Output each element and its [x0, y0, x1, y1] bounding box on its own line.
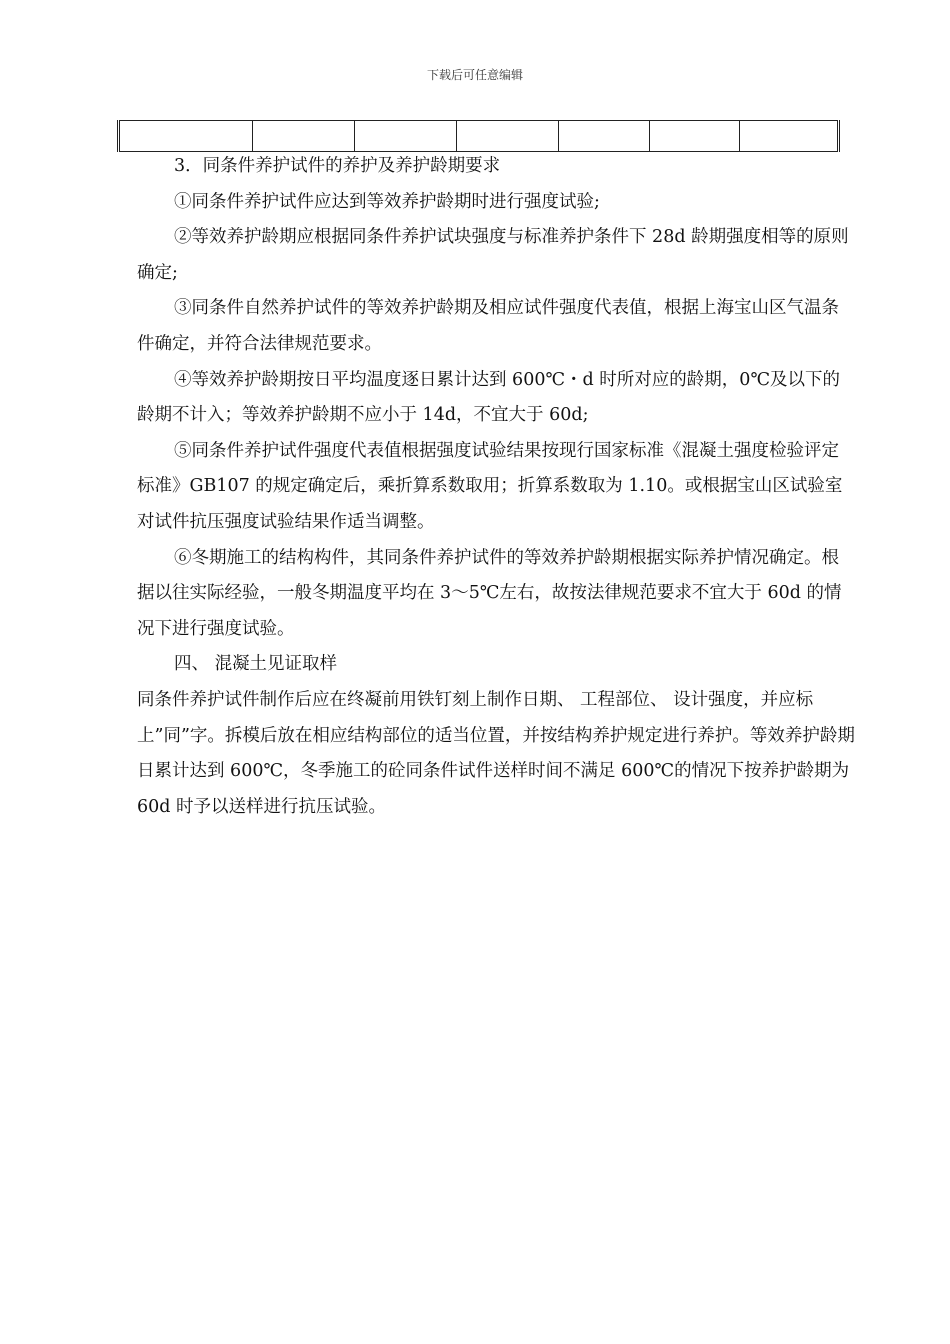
table-cell — [355, 121, 457, 152]
table-cell — [119, 121, 253, 152]
table-cell — [559, 121, 650, 152]
section-4-body: 同条件养护试件制作后应在终凝前用铁钉刻上制作日期、 工程部位、 设计强度，并应标上”同”字。拆模后放在相应结构部位的适当位置，并按结构养护规定进行养护。等效养护龄期日累计达到 600℃，冬季施工的砼同条件试件送样时间不满足 600℃的情况下按养护龄期为 60d 时予以送样进行抗压试验。 — [137, 689, 855, 817]
paragraph-4: ④等效养护龄期按日平均温度逐日累计达到 600℃・d 时所对应的龄期，0℃及以下的龄期不计入；等效养护龄期不应小于 14d，不宜大于 60d; — [137, 369, 841, 426]
page-header: 下载后可任意编辑 — [426, 68, 523, 82]
table-cell — [740, 121, 839, 152]
table-cell — [253, 121, 355, 152]
paragraph-5: ⑤同条件养护试件强度代表值根据强度试验结果按现行国家标准《混凝土强度检验评定标准》GB107 的规定确定后，乘折算系数取用；折算系数取为 1.10。或根据宝山区试验室对试件抗压强度试验结果作适当调整。 — [137, 440, 843, 532]
table-cell — [457, 121, 559, 152]
paragraph-3: ③同条件自然养护试件的等效养护龄期及相应试件强度代表值，根据上海宝山区气温条件确定，并符合法律规范要求。 — [137, 298, 839, 354]
document-body — [137, 149, 855, 825]
paragraph-1: ①同条件养护试件应达到等效养护龄期时进行强度试验; — [174, 191, 600, 212]
table-bottom-row — [117, 120, 840, 152]
section-4-heading: 四、 混凝土见证取样 — [174, 654, 338, 675]
section-3-heading: 3．同条件养护试件的养护及养护龄期要求 — [174, 156, 501, 176]
paragraph-6: ⑥冬期施工的结构构件，其同条件养护试件的等效养护龄期根据实际养护情况确定。根据以往实际经验，一般冬期温度平均在 3～5℃左右，故按法律规范要求不宜大于 60d 的情况下进行强度试验。 — [137, 547, 842, 639]
paragraph-2: ②等效养护龄期应根据同条件养护试块强度与标准养护条件下 28d 龄期强度相等的原则确定; — [137, 227, 849, 283]
table-row — [119, 121, 839, 152]
table-cell — [650, 121, 740, 152]
